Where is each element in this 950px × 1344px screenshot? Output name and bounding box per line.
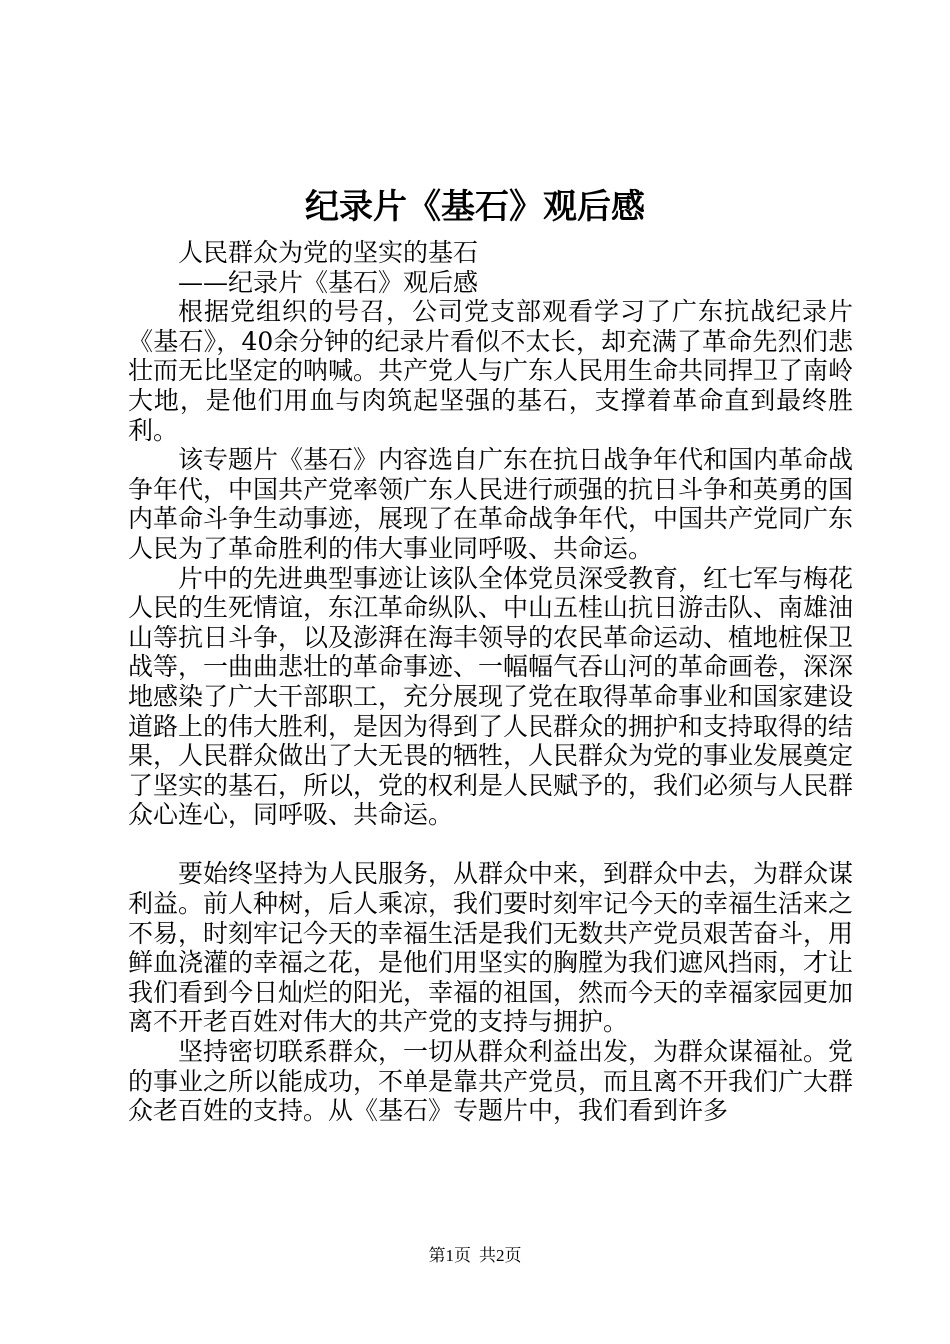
page-footer (0, 1245, 950, 1267)
body-paragraph: 根据党组织的号召，公司党支部观看学习了广东抗战纪录片《基石》，40余分钟的纪录片看似不太长，却充满了革命先烈们悲壮而无比坚定的呐喊。共产党人与广东人民用生命共同捍卫了南岭大地，是他们用血与肉筑起坚强的基石，支撑着革命直到最终胜利。 (128, 297, 854, 445)
page-total: 共2页 (479, 1246, 522, 1265)
document-body (128, 238, 853, 1126)
body-paragraph: 该专题片《基石》内容选自广东在抗日战争年代和国内革命战争年代，中国共产党率领广东人民进行顽强的抗日斗争和英勇的国内革命斗争生动事迹，展现了在革命战争年代，中国共产党同广东人民为了革命胜利的伟大事业同呼吸、共命运。 (128, 445, 854, 563)
subtitle-line: ——纪录片《基石》观后感 (178, 267, 479, 297)
body-paragraph: 片中的先进典型事迹让该队全体党员深受教育，红七军与梅花人民的生死情谊，东江革命纵队、中山五桂山抗日游击队、南雄油山等抗日斗争，以及澎湃在海丰领导的农民革命运动、植地桩保卫战等，一曲曲悲壮的革命事迹、一幅幅气吞山河的革命画卷，深深地感染了广大干部职工，充分展现了党在取得革命事业和国家建设道路上的伟大胜利，是因为得到了人民群众的拥护和支持取得的结果，人民群众做出了大无畏的牺牲，人民群众为党的事业发展奠定了坚实的基石，所以，党的权利是人民赋予的，我们必须与人民群众心连心，同呼吸、共命运。 (128, 563, 854, 830)
subtitle-line: 人民群众为党的坚实的基石 (178, 238, 479, 267)
document-title: 纪录片《基石》观后感 (305, 187, 645, 227)
body-paragraph: 要始终坚持为人民服务，从群众中来，到群众中去，为群众谋利益。前人种树，后人乘凉，我们要时刻牢记今天的幸福生活来之不易，时刻牢记今天的幸福生活是我们无数共产党员艰苦奋斗，用鲜血浇灌的幸福之花，是他们用坚实的胸膛为我们遮风挡雨，才让我们看到今日灿烂的阳光，幸福的祖国，然而今天的幸福家园更加离不开老百姓对伟大的共产党的支持与拥护。 (128, 859, 854, 1037)
page-number: 第1页 (428, 1246, 471, 1265)
body-paragraph: 坚持密切联系群众，一切从群众利益出发，为群众谋福祉。党的事业之所以能成功，不单是靠共产党员，而且离不开我们广大群众老百姓的支持。从《基石》专题片中，我们看到许多 (128, 1037, 854, 1126)
